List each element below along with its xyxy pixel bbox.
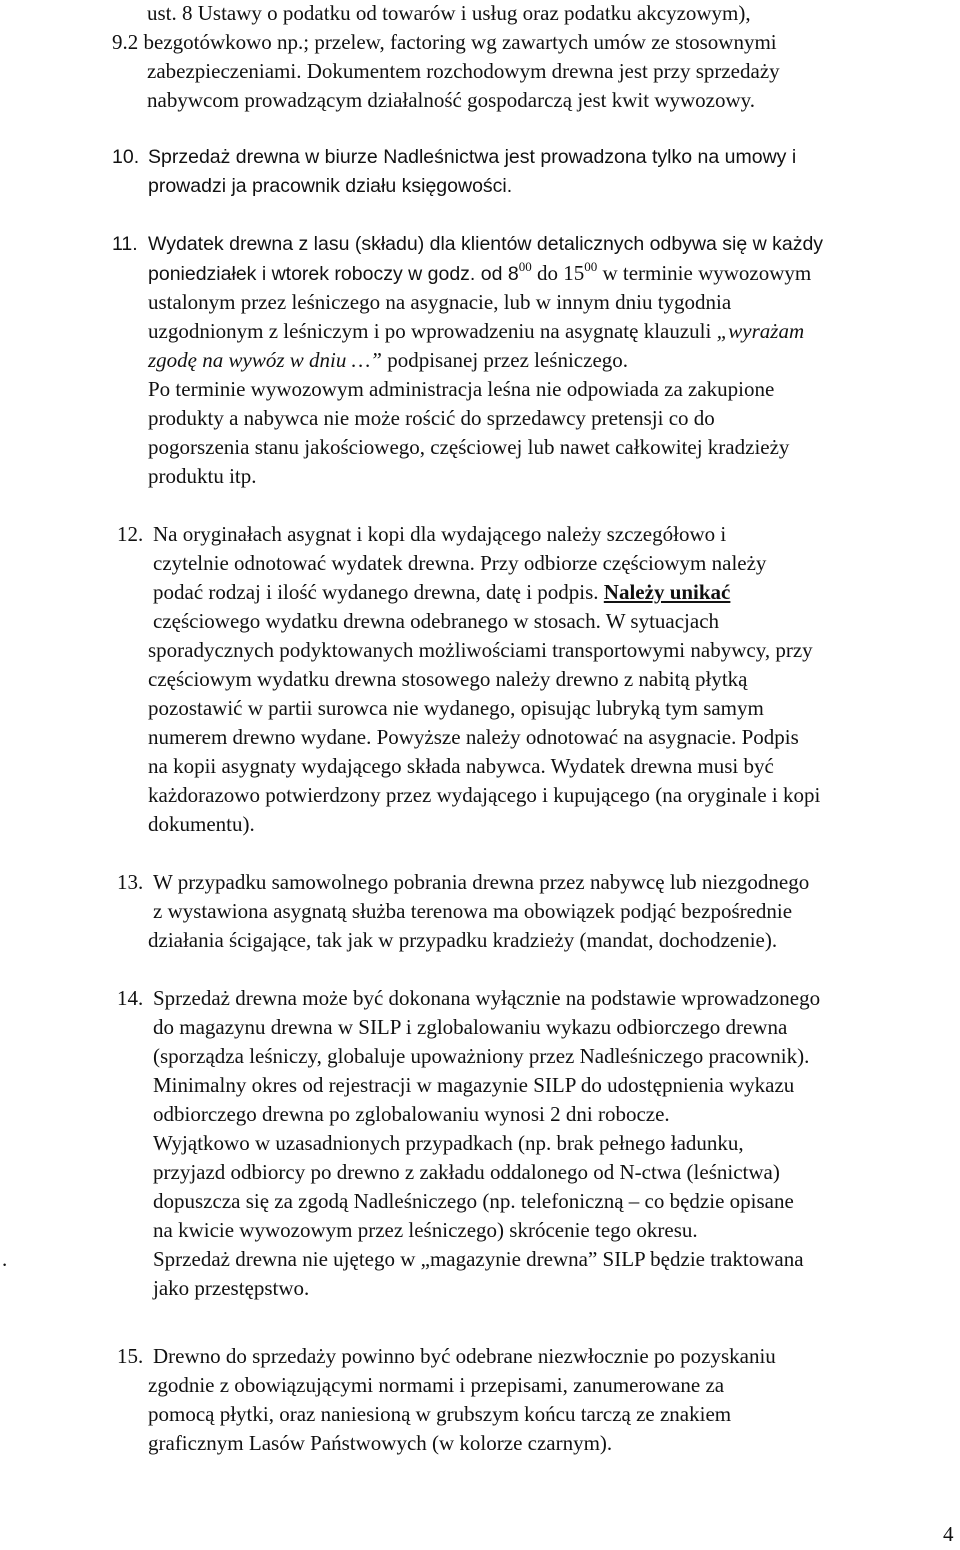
paragraph-15-line [117,1342,776,1370]
text: Drewno do sprzedaży powinno być odebrane niezwłocznie po pozyskaniu [153,1344,776,1368]
paragraph-11-line [112,230,823,258]
text-line: odbiorczego drewna po zglobalowaniu wynosi 2 dni robocze. [153,1102,670,1126]
text: W przypadku samowolnego pobrania drewna przez nabywcę lub niezgodnego [153,870,810,894]
paragraph-12-line [117,520,726,548]
paragraph-number: 12. [117,522,144,546]
italic-text: zgodę na wywóz w dniu …” [148,348,382,372]
text-line: częściowego wydatku drewna odebranego w stosach. W sytuacjach [153,609,720,633]
text-line [148,259,811,288]
text-line: pomocą płytki, oraz naniesioną w grubszym końcu tarczą ze znakiem [148,1402,732,1426]
text-line: Po terminie wywozowym administracja leśna nie odpowiada za zakupione [148,377,775,401]
text-line: Minimalny okres od rejestracji w magazynie SILP do udostępnienia wykazu [153,1073,795,1097]
text-line [148,346,628,374]
text-line: częściowym wydatku drewna stosowego należy drewno z nabitą płytką [148,667,748,691]
text-line: numerem drewno wydane. Powyższe należy odnotować na asygnacie. Podpis [148,725,799,749]
text-line: na kopii asygnaty wydającego składa nabywca. Wydatek drewna musi być [148,754,774,778]
text-line [148,317,804,345]
underlined-bold-text: Należy unikać [603,580,731,604]
text: Sprzedaż drewna może być dokonana wyłącznie na podstawie wprowadzonego [153,986,821,1010]
paragraph-14-line [117,984,820,1012]
text: podpisanej przez leśniczego. [381,348,629,372]
text-line [153,578,730,606]
paragraph-13-line [117,868,809,896]
text-line: sporadycznych podyktowanych możliwościami transportowymi nabywcy, przy [148,638,813,662]
text-line: graficznym Lasów Państwowych (w kolorze czarnym). [148,1431,613,1455]
text-line: na kwicie wywozowym przez leśniczego) skrócenie tego okresu. [153,1218,698,1242]
paragraph-number: 15. [117,1344,144,1368]
text: do 15 [531,261,585,285]
text: uzgodnionym z leśniczym i po wprowadzeniu na asygnatę klauzuli [148,319,717,343]
paragraph-10-line [112,143,796,171]
text: podać rodzaj i ilość wydanego drewna, datę i podpis. [153,580,604,604]
text-line: jako przestępstwo. [153,1276,310,1300]
text-line: dokumentu). [148,812,255,836]
text-line: Sprzedaż drewna nie ujętego w „magazynie drewna” SILP będzie traktowana [153,1247,804,1271]
superscript: 00 [518,259,532,274]
text-line: dopuszcza się za zgodą Nadleśniczego (np. telefoniczną – co będzie opisane [153,1189,794,1213]
text: w terminie wywozowym [597,261,812,285]
text-line: zgodnie z obowiązującymi normami i przepisami, zanumerowane za [148,1373,725,1397]
text-line: nabywcom prowadzącym działalność gospodarczą jest kwit wywozowy. [147,88,756,112]
text-line: do magazynu drewna w SILP i zglobalowaniu wykazu odbiorczego drewna [153,1015,788,1039]
paragraph-number: 11. [112,233,138,255]
text-line: każdorazowo potwierdzony przez wydającego i kupującego (na oryginale i kopi [148,783,821,807]
paragraph-number: 10. [112,146,140,168]
margin-dot: . [2,1247,8,1271]
paragraph-number: 13. [117,870,144,894]
text-line: ustalonym przez leśniczego na asygnacie, lub w innym dniu tygodnia [148,290,732,314]
text-line: zabezpieczeniami. Dokumentem rozchodowym drewna jest przy sprzedaży [147,59,780,83]
text: Na oryginałach asygnat i kopi dla wydającego należy szczegółowo i [153,522,727,546]
text-line: czytelnie odnotować wydatek drewna. Przy odbiorze częściowym należy [153,551,767,575]
text-line: prowadzi ja pracownik działu księgowości. [148,175,513,197]
superscript: 00 [584,259,598,274]
text-line: (sporządza leśniczy, globaluje upoważniony przez Nadleśniczego pracownik). [153,1044,810,1068]
text-line: przyjazd odbiorcy po drewno z zakładu oddalonego od N-ctwa (leśnictwa) [153,1160,780,1184]
paragraph-number: 14. [117,986,144,1010]
text-line: 9.2 bezgotówkowo np.; przelew, factoring wg zawartych umów ze stosownymi [112,30,777,54]
text: Wydatek drewna z lasu (składu) dla klientów detalicznych odbywa się w każdy [148,233,824,255]
text-line: produktu itp. [148,464,257,488]
text-line: ust. 8 Ustawy o podatku od towarów i usług oraz podatku akcyzowym), [147,1,751,25]
text-line: produkty a nabywca nie może rościć do sprzedawcy pretensji co do [148,406,715,430]
text-line: pogorszenia stanu jakościowego, częściowej lub nawet całkowitej kradzieży [148,435,790,459]
text-line: działania ścigające, tak jak w przypadku kradzieży (mandat, dochodzenie). [148,928,778,952]
text: poniedziałek i wtorek roboczy w godz. od 8 [148,263,519,285]
text-line: z wystawiona asygnatą służba terenowa ma obowiązek podjąć bezpośrednie [153,899,793,923]
page-number: 4 [943,1522,954,1546]
italic-text: „wyrażam [716,319,805,343]
text-line: Wyjątkowo w uzasadnionych przypadkach (np. brak pełnego ładunku, [153,1131,744,1155]
text: Sprzedaż drewna w biurze Nadleśnictwa jest prowadzona tylko na umowy i [148,146,797,168]
text-line: pozostawić w partii surowca nie wydanego, opisując lubryką tym samym [148,696,764,720]
